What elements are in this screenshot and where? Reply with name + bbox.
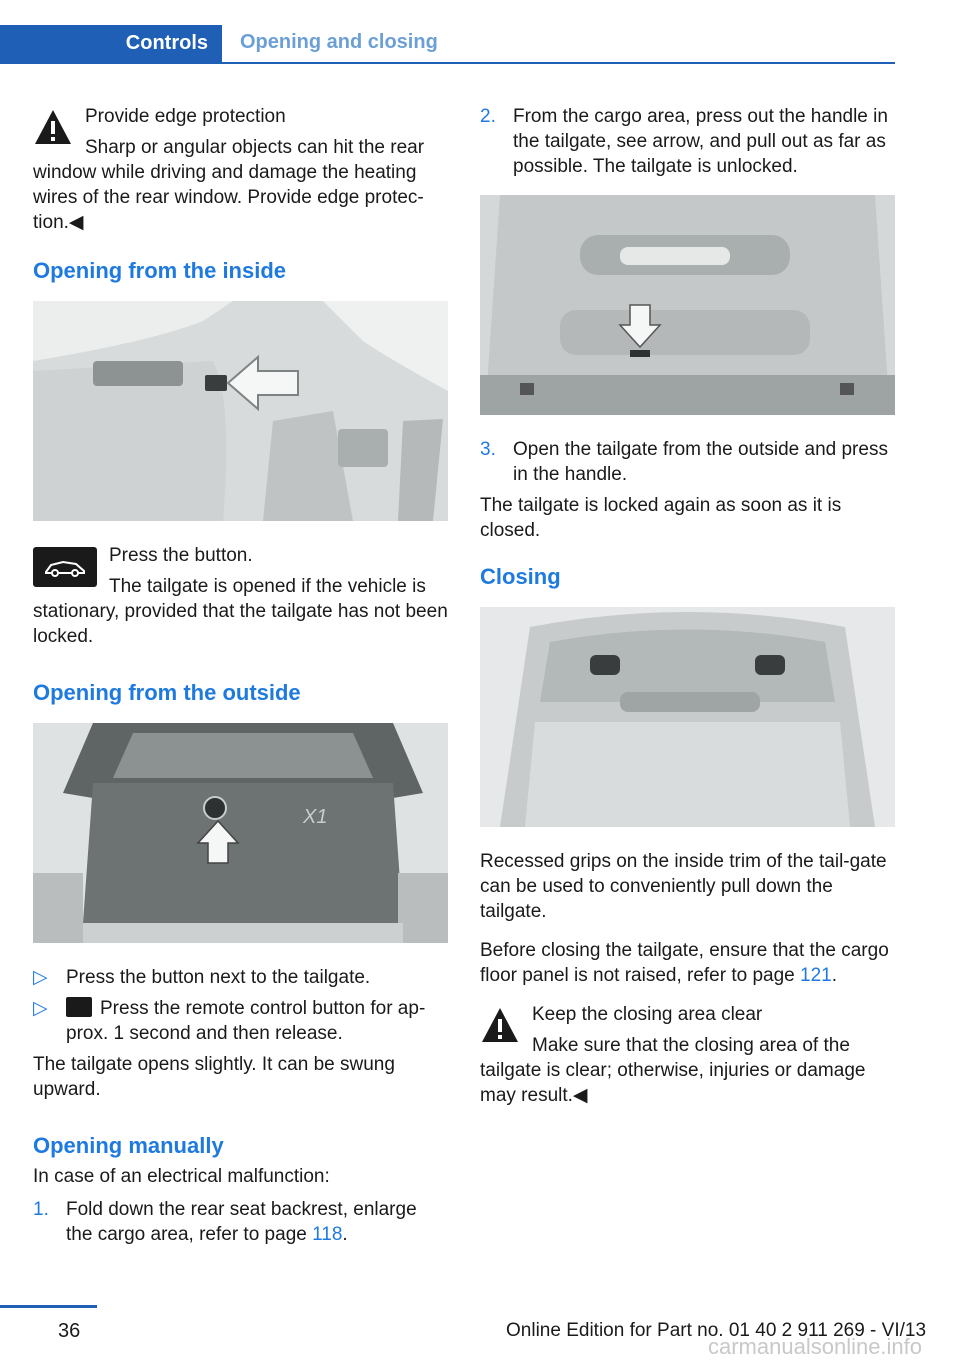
- warning-triangle-icon: [480, 1006, 520, 1044]
- bullet-content: [66, 996, 448, 1046]
- list-item: [33, 1197, 448, 1247]
- step-text: From the cargo area, press out the handle in the tailgate, see arrow, and pull out as far as possible. The tailgate is unlocked.: [513, 106, 888, 177]
- before-closing-end: .: [831, 965, 838, 986]
- warning-title: Keep the closing area clear: [532, 1004, 763, 1025]
- tailgate-button-note: [33, 543, 448, 649]
- step-number: 3.: [480, 439, 496, 460]
- warning-closing-area: [480, 1002, 895, 1108]
- heading-opening-manually: Opening manually: [33, 1133, 224, 1158]
- footer-rule: [0, 1305, 97, 1308]
- figure-rear-tailgate: [33, 723, 448, 943]
- heading-closing: Closing: [480, 564, 561, 589]
- list-item: [480, 104, 895, 179]
- after-bullets-text: The tailgate opens slightly. It can be swung upward.: [33, 1054, 395, 1100]
- bullet-text: Press the remote control button for ap‐prox. 1 second and then release.: [66, 998, 426, 1044]
- warning-triangle-icon: [33, 108, 73, 146]
- bullet-marker: ▷: [33, 967, 48, 988]
- page-number: 36: [58, 1320, 81, 1342]
- section-tab[interactable]: Opening and closing: [240, 31, 438, 53]
- figure-cargo-handle: [480, 195, 895, 415]
- list-item: [33, 996, 448, 1046]
- before-closing-text: [480, 938, 895, 988]
- heading-opening-inside: Opening from the inside: [33, 258, 287, 283]
- press-button-title: Press the button.: [109, 545, 253, 566]
- watermark: carmanualsonline.info: [708, 1334, 923, 1359]
- warning-body: Sharp or angular objects can hit the rear window while driving and damage the heating wires of the rear window. Provide edge protec‐tion.◀: [33, 137, 425, 233]
- model-badge: X1: [303, 806, 328, 828]
- chapter-tab[interactable]: Controls: [0, 25, 222, 62]
- grips-text: Recessed grips on the inside trim of the tail‐gate can be used to conveniently pull down the tailgate.: [480, 851, 887, 922]
- page-link-118[interactable]: 118: [312, 1224, 343, 1245]
- right-column: [480, 104, 895, 1118]
- list-item: [480, 437, 895, 487]
- remote-key-icon: [66, 997, 92, 1017]
- before-closing-body: Before closing the tailgate, ensure that the cargo floor panel is not raised, refer to page: [480, 940, 889, 986]
- page-link-121[interactable]: 121: [800, 965, 832, 986]
- edition-label: Online Edition for Part no. 01 40 2 911 269 - VI/13: [506, 1320, 927, 1341]
- bullet-text: Press the button next to the tailgate.: [66, 967, 371, 988]
- press-button-body: The tailgate is opened if the vehicle is stationary, provided that the tailgate has not been locked.: [33, 576, 448, 647]
- figure-interior-button: [33, 301, 448, 521]
- step-text: Open the tailgate from the outside and press in the handle.: [513, 439, 888, 485]
- figure-tailgate-interior: [480, 607, 895, 827]
- step-body: Fold down the rear seat backrest, enlarge the cargo area, refer to page: [66, 1199, 417, 1245]
- heading-opening-outside: Opening from the outside: [33, 680, 301, 705]
- tailgate-button-icon: [33, 547, 97, 587]
- step-number: 1.: [33, 1199, 49, 1220]
- left-column: [33, 104, 448, 1253]
- bullet-marker: ▷: [33, 998, 48, 1019]
- locked-again-text: The tailgate is locked again as soon as it is closed.: [480, 495, 842, 541]
- warning-title: Provide edge protection: [85, 106, 286, 127]
- page-header: [0, 0, 895, 64]
- warning-body: Make sure that the closing area of the tailgate is clear; otherwise, injuries or damage may result.◀: [480, 1035, 866, 1106]
- step-text: [66, 1197, 448, 1247]
- list-item: [33, 965, 448, 990]
- manual-intro: In case of an electrical malfunction:: [33, 1166, 330, 1187]
- step-number: 2.: [480, 106, 496, 127]
- step-end: .: [342, 1224, 348, 1245]
- outside-bullet-list: [33, 965, 448, 1046]
- warning-edge-protection: [33, 104, 448, 235]
